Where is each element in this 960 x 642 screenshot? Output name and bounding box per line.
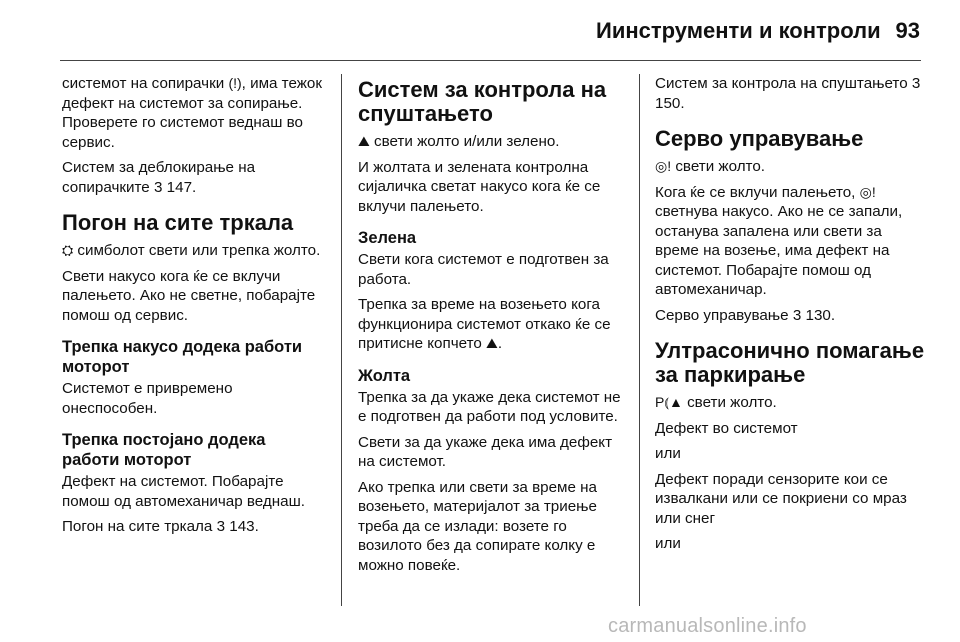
page-number: 93: [895, 18, 920, 43]
subheading: Трепка постојано додека работи моторот: [62, 431, 266, 469]
subheading: Жолта: [358, 366, 411, 385]
paragraph: Свети кога системот е подготвен за работа.: [358, 251, 609, 288]
paragraph: Свети за да укаже дека има дефект на системот.: [358, 433, 613, 470]
steering-warning-icon: ◎!: [859, 183, 876, 200]
paragraph: Кога ќе се вклучи палењето, ◎! светнува накусо. Ако не се запали, останува запалена или свети за време на возење, има дефект на системот. Побарајте помош од автомеханичар.: [655, 183, 903, 298]
column-divider-2: [639, 74, 640, 606]
hill-descent-icon: ⛰: [358, 133, 370, 149]
paragraph: ◎! свети жолто.: [655, 158, 766, 175]
paragraph: или: [655, 535, 681, 552]
page-ref-arrow-icon: 3: [911, 75, 921, 92]
column-divider-1: [341, 74, 342, 606]
paragraph: Систем за контрола на спуштањето 3 150.: [655, 75, 921, 112]
page-header-title: Иинструменти и контроли: [596, 18, 881, 43]
paragraph: И жолтата и зелената контролна сијаличка светат накусо кога ќе се вклучи палењето.: [358, 158, 601, 215]
page-ref-arrow-icon: 3: [216, 518, 226, 535]
paragraph: ⛰ свети жолто и/или зелено.: [358, 133, 560, 150]
paragraph: Серво управување 3 130.: [655, 306, 836, 324]
paragraph: Дефект во системот: [655, 419, 798, 437]
paragraph: Свети накусо кога ќе се вклучи палењето. Ако не светне, побарајте помош од сервис.: [62, 267, 316, 324]
paragraph: Погон на сите тркала 3 143.: [62, 518, 259, 535]
steering-warning-icon: ◎!: [655, 158, 672, 174]
column-2: [358, 74, 626, 581]
page-ref-arrow-icon: 3: [153, 178, 163, 196]
paragraph: Дефект на системот. Побарајте помош од автомеханичар веднаш.: [62, 473, 305, 510]
brake-warning-icon: (!): [228, 75, 242, 91]
section-heading-parking-assist: Ултрасонично помагање за паркирање: [655, 338, 925, 387]
column-1: [62, 74, 324, 543]
section-heading-descent-control: Систем за контрола на спуштањето: [358, 77, 607, 126]
paragraph: Ако трепка или свети за време на возењето, материјалот за триење треба да се излади: возете го возилото без да сопирате колку е можно повеќе.: [358, 478, 598, 574]
subheading: Зелена: [358, 229, 417, 247]
paragraph: системот на сопирачки (!), има тежок дефект на системот за сопирање. Проверете го системот веднаш во сервис.: [62, 75, 322, 151]
section-heading-awd: Погон на сите тркала: [62, 210, 294, 235]
paragraph: Трепка за време на возењето кога функционира системот откако ќе се притисне копчето ⛰.: [358, 296, 611, 352]
header-rule: [60, 60, 921, 61]
parking-assist-icon: P⦅▲: [655, 394, 683, 410]
section-heading-power-steering: Серво управување: [655, 126, 864, 151]
awd-icon: ⛭: [62, 242, 74, 258]
paragraph: Системот е привремено онеспособен.: [62, 380, 233, 417]
watermark: carmanualsonline.info: [608, 615, 807, 637]
paragraph: P⦅▲ свети жолто.: [655, 394, 777, 411]
paragraph: Систем за деблокирање на сопирачките 3 147.: [62, 159, 256, 196]
column-3: [655, 74, 925, 560]
paragraph: или: [655, 445, 681, 462]
hill-descent-icon: ⛰: [486, 335, 498, 351]
subheading: Трепка накусо додека работи моторот: [62, 338, 303, 376]
paragraph: Трепка за да укаже дека системот не е подготвен да работи под условите.: [358, 388, 621, 425]
paragraph: ⛭ симболот свети или трепка жолто.: [62, 242, 321, 259]
page-ref-arrow-icon: 3: [792, 306, 802, 324]
paragraph: Дефект поради сензорите кои се извалкани или се покриени со мраз или снег: [655, 470, 907, 527]
